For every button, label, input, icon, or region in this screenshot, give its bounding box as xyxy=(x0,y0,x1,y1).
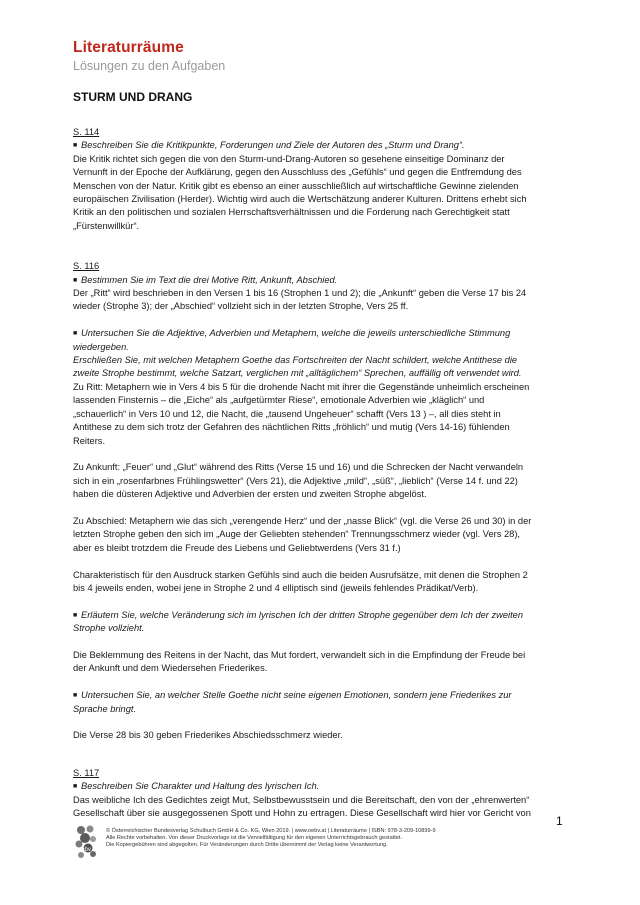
answer-line: Zu Ankunft: „Feuer“ und „Glut“ während des Ritts (Verse 15 und 16) und die Schrecken der Nacht verwandeln xyxy=(73,462,524,473)
answer-line: letzten Strophe geben den sich im „Auge der Geliebten stehenden“ Trennungsschmerz wieder (vgl. Vers 28), xyxy=(73,529,521,540)
task-text: Sprache bringt. xyxy=(73,703,137,714)
brand-title: Literaturräume xyxy=(73,39,184,56)
brand-header xyxy=(73,38,225,74)
task-text: Beschreiben Sie die Kritikpunkte, Forderungen und Ziele der Autoren des „Sturm und Drang“. xyxy=(81,140,465,151)
answer-line: haben die düsteren Adjektive und Adverbien der ersten und zweiten Strophe abgelöst. xyxy=(73,489,427,500)
answer-line: Die Beklemmung des Reitens in der Nacht, das Mut fordert, verwandelt sich in die Empfindung der Freude bei xyxy=(73,649,526,660)
task xyxy=(73,609,568,622)
task xyxy=(73,689,568,702)
section-heading-s114: S. 114 xyxy=(73,127,100,137)
section-heading-s117: S. 117 xyxy=(73,767,100,778)
answer-line: Gesellschaft über sie ausgegossenen Spott und Hohn zu ertragen. Diese Gesellschaft wird hier vor Gericht von xyxy=(73,807,531,818)
page-number: 1 xyxy=(556,814,563,828)
task-text: Untersuchen Sie, an welcher Stelle Goethe nicht seine eigenen Emotionen, sondern jene Friederikes zur xyxy=(81,690,512,701)
task-text: Bestimmen Sie im Text die drei Motive Ritt, Ankunft, Abschied. xyxy=(81,274,338,285)
task xyxy=(73,780,568,793)
answer-line: „Fürstenwillkür“. xyxy=(73,220,140,231)
task xyxy=(73,139,568,152)
logo-text: öbv xyxy=(81,847,91,853)
answer-line: Charakteristisch für den Ausdruck starken Gefühls sind auch die beiden Ausrufsätze, mit denen die Strophen 2 xyxy=(73,569,528,580)
task-text: Untersuchen Sie die Adjektive, Adverbien und Metaphern, welche die jeweils unterschiedliche Stimmung xyxy=(81,328,511,339)
answer-line: Die Verse 28 bis 30 geben Friederikes Abschiedsschmerz wieder. xyxy=(73,730,343,741)
answer-line: Reiters. xyxy=(73,435,106,446)
task-text: Beschreiben Sie Charakter und Haltung des lyrischen Ich. xyxy=(81,781,320,792)
section-heading-s116: S. 116 xyxy=(73,261,100,272)
task-text: wiedergeben. xyxy=(73,341,129,352)
bullet-icon: ■ xyxy=(73,276,78,284)
brand-subtitle: Lösungen zu den Aufgaben xyxy=(73,59,226,73)
publisher-logo-icon xyxy=(73,824,99,864)
task-text: Erläutern Sie, welche Veränderung sich im lyrischen Ich der dritten Strophe gegenüber dem Ich der zweiten xyxy=(81,609,524,620)
answer-line: Das weibliche Ich des Gedichtes zeigt Mut, Selbstbewusstsein und die Bereitschaft, den von der „ehrenwerten“ xyxy=(73,794,530,805)
rights-line: Alle Rechte vorbehalten. Von dieser Druckvorlage ist die Vervielfältigung für den eigenen Unterrichtsgebrauch gestattet. xyxy=(106,835,403,842)
answer-line: Menschen von der Natur. Kritik gibt es ebenso an einer ausschließlich auf wirtschaftliche Gewinne zielenden xyxy=(73,180,519,191)
answer-line: aber es bleibt trotzdem die Freude des Liebens und Geliebtwerdens (Vers 31 f.) xyxy=(73,542,401,553)
task-text: Erschließen Sie, mit welchen Metaphern Goethe das Fortschreiten der Nacht schildert, welche Antithese die xyxy=(73,355,518,366)
answer-line: der Ankunft und dem Wiedersehen Friederikes. xyxy=(73,663,268,674)
task xyxy=(73,327,568,340)
bullet-icon: ■ xyxy=(73,692,78,700)
fees-line: Die Kopiergebühren sind abgegolten. Für Veränderungen durch Dritte übernimmt der Verlag keine Verantwortung. xyxy=(106,842,388,849)
answer-line: Antithese zu dem sich trotz der Gefahren des nächtlichen Ritts „fröhlich“ und mutig (Vers 14-16) fühlenden xyxy=(73,422,510,433)
document-title: STURM UND DRANG xyxy=(73,90,193,104)
copyright-line: © Österreichischer Bundesverlag Schulbuch GmbH & Co. KG, Wien 2019. | www.oebv.at | Literaturräume | ISBN: 978-3-209-10899-9 xyxy=(106,828,436,834)
answer-line: Die Kritik richtet sich gegen die von den Sturm-und-Drang-Autoren so gesehene einseitige Dominanz der xyxy=(73,153,505,164)
answer-line: europäischen Zivilisation (Herder). Wichtig wird auch die Wertschätzung anderer Kulturen. Drittens erhebt sich xyxy=(73,194,527,205)
footer-text xyxy=(106,828,546,850)
bullet-icon: ■ xyxy=(73,783,78,791)
answer-line: Zu Ritt: Metaphern wie in Vers 4 bis 5 für die drohende Nacht mit ihrer die Gegenstände unheimlich erscheinen xyxy=(73,381,530,392)
answer-line: wieder (Strophe 3); der „Abschied“ vollzieht sich in der letzten Strophe, Vers 25 ff. xyxy=(73,301,409,312)
answer-line: Kritik an den politischen und sozialen Herrschaftsverhältnissen und die Forderung nach Gerechtigkeit statt xyxy=(73,207,510,218)
task-text: zweite Strophe bestimmt, welche Satzart, verglichen mit „alltäglichem“ Sprechen, auffällig oft verwendet wird. xyxy=(73,368,522,379)
bullet-icon: ■ xyxy=(73,142,78,150)
task-text: Strophe vollzieht. xyxy=(73,623,145,634)
answer-line: Der „Ritt“ wird beschrieben in den Versen 1 bis 16 (Strophen 1 und 2); die „Ankunft“ geben die Verse 17 bis 24 xyxy=(73,288,527,299)
answer-line: Vernunft in der Epoche der Aufklärung, gegen den Ausschluss des „Gefühls“ und gegen die Entfremdung des xyxy=(73,167,522,178)
answer-line: bis 4 jeweils enden, wobei jene in Strophe 2 und 4 elliptisch sind (jeweils fehlendes Prädikat/Verb). xyxy=(73,582,479,593)
document-body xyxy=(73,126,568,820)
answer-line: lassenden Finsternis – die „Eiche“ als „aufgetürmter Riese“, emotionale Adverbien wie „kläglich“ und xyxy=(73,395,485,406)
answer-line: Zu Abschied: Metaphern wie das sich „verengende Herz“ und der „nasse Blick“ (vgl. die Verse 26 und 30) in der xyxy=(73,515,532,526)
bullet-icon: ■ xyxy=(73,611,78,619)
answer-line: „schauerlich“ in Vers 10 und 12, die Nacht, die „tausend Ungeheuer“ schafft (Vers 13 ) –, all dies steht in xyxy=(73,408,501,419)
answer-line: sich in ein „rosenfarbnes Frühlingswetter“ (Vers 21), die Adjektive „mild“, „süß“, „lieblich“ (Verse 14 f. und 22) xyxy=(73,475,518,486)
bullet-icon: ■ xyxy=(73,330,78,338)
task xyxy=(73,274,568,287)
